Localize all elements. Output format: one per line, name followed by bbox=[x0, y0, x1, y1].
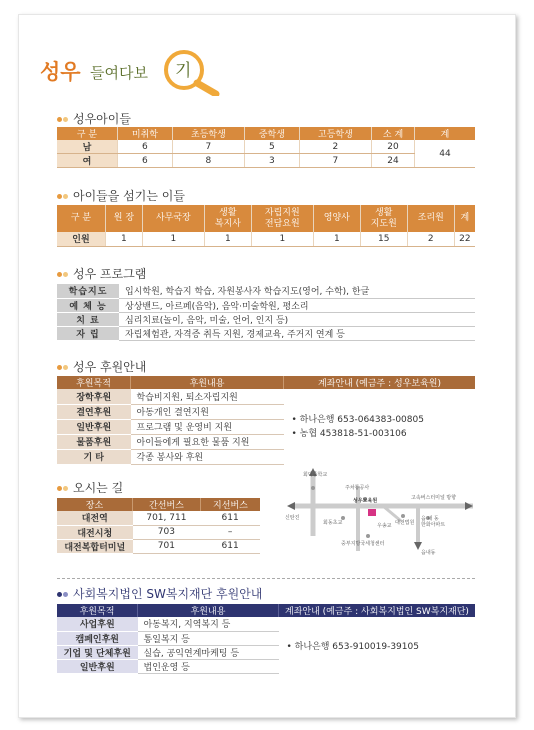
staff-table: 구 분 원 장 사무국장 생활 복지사 자립지원 전담요원 영양사 생활 지도원 조리원 계 인원 1 1 1 1 1 15 2 22 bbox=[57, 205, 475, 247]
table-row: 대전역 701, 711 611 bbox=[57, 511, 260, 525]
table-row: 인원 1 1 1 1 1 15 2 22 bbox=[57, 232, 475, 246]
support-accounts: • 하나은행 653-064383-00805 • 농협 453818-51-003106 bbox=[291, 414, 424, 439]
children-header: 중학생 bbox=[245, 127, 300, 140]
directions-table: 장소 간선버스 지선버스 대전역 701, 711 611 대전시청 703 – 대전복합터미널 701 611 bbox=[57, 498, 260, 554]
table-row: 남 6 7 5 2 20 44 bbox=[57, 140, 475, 154]
title-part2: 들여다보 bbox=[90, 64, 148, 82]
children-header: 미취학 bbox=[118, 127, 173, 140]
table-row: 사업후원 아동복지, 지역복지 등 • 하나은행 653-910019-39105 bbox=[57, 617, 475, 631]
table-row: 여 6 8 3 7 24 bbox=[57, 154, 475, 168]
table-row: 캠페인후원 통일복지 등 bbox=[57, 631, 475, 645]
table-row: 장학후원 학습비지원, 퇴소자립지원 • 하나은행 653-064383-00805 • 농협 453818-51-003106 bbox=[57, 389, 475, 404]
children-header: 구 분 bbox=[57, 127, 118, 140]
children-header: 초등학생 bbox=[172, 127, 244, 140]
table-row: 자 립 자립체험관, 자격증 취득 지원, 경제교육, 주거지 연계 등 bbox=[57, 326, 475, 340]
children-header: 고등학생 bbox=[299, 127, 371, 140]
map-label: 우송교 bbox=[377, 523, 392, 529]
children-table bbox=[57, 127, 475, 168]
table-row: 치 료 심리치료(놀이, 음악, 미술, 언어, 인지 등) bbox=[57, 312, 475, 326]
divider bbox=[57, 578, 475, 579]
section-heading-programs: 성우 프로그램 bbox=[57, 265, 146, 282]
title-part3: 기 bbox=[175, 61, 192, 81]
section-heading-sw: 사회복지법인 SW복지재단 후원안내 bbox=[57, 585, 262, 602]
magnifier-icon bbox=[158, 48, 228, 96]
map-label: 중부지방국세청센터 bbox=[341, 541, 385, 547]
sw-account: • 하나은행 653-910019-39105 bbox=[286, 641, 419, 652]
table-row: 대전시청 703 – bbox=[57, 525, 260, 539]
section-heading-staff: 아이들을 섬기는 이들 bbox=[57, 187, 185, 204]
section-heading-support: 성우 후원안내 bbox=[57, 358, 146, 375]
table-row: 물품후원 아이들에게 필요한 물품 지원 bbox=[57, 434, 475, 449]
children-header: 소 계 bbox=[372, 127, 415, 140]
children-header: 계 bbox=[415, 127, 476, 140]
map-label: 읍내동 bbox=[421, 550, 436, 556]
section-heading-children: 성우아이들 bbox=[57, 110, 131, 127]
table-row: 기업 및 단체후원 실습, 공익연계마케팅 등 bbox=[57, 645, 475, 659]
map-label: 회동초교 bbox=[323, 520, 343, 526]
children-total: 44 bbox=[415, 140, 476, 168]
table-row: 기 타 각종 봉사와 후원 bbox=[57, 449, 475, 464]
sw-table: 후원목적 후원내용 계좌안내 (예금주 : 사회복지법인 SW복지재단) 사업후원 아동복지, 지역복지 등 • 하나은행 653-910019-39105 캠페인후원 통일복지 등 기업 및 단체후원 실습, 공익연계마케팅 등 일반후원 법인운영 등 bbox=[57, 604, 475, 674]
table-row: 학습지도 입시학원, 학습지 학습, 자원봉사자 학습지도(영어, 수학), 한글 bbox=[57, 284, 475, 298]
section-heading-directions: 오시는 길 bbox=[57, 479, 123, 496]
location-map bbox=[283, 466, 476, 566]
title-part1: 성우 bbox=[40, 60, 81, 84]
table-row: 예 체 능 상상밴드, 아르페(음악), 음악·미술학원, 평소리 bbox=[57, 298, 475, 312]
table-row: 결연후원 아동개인 결연지원 bbox=[57, 404, 475, 419]
map-label: 회덕중학교 bbox=[303, 472, 328, 478]
map-label: 주차통공사 bbox=[345, 485, 370, 491]
table-row: 대전복합터미널 701 611 bbox=[57, 539, 260, 553]
map-label: 읍 내 동 한화아파트 bbox=[421, 516, 446, 528]
programs-table bbox=[57, 284, 475, 341]
map-label: 대전법원 bbox=[395, 520, 415, 526]
map-label: 신탄진 bbox=[285, 515, 300, 521]
support-table: 후원목적 후원내용 계좌안내 (예금주 : 성우보육원) 장학후원 학습비지원, 퇴소자립지원 • 하나은행 653-064383-00805 • 농협 453818-51-003106 결연후원 아동개인 결연지원 일반후원 프로그램 및 운영비 지원 물품후원 아이들에게 필요한 물품 지원 기 타 각종 봉사와 후원 bbox=[57, 376, 475, 465]
map-label: 고속버스터미널 방향 bbox=[411, 495, 457, 501]
table-row: 일반후원 프로그램 및 운영비 지원 bbox=[57, 419, 475, 434]
map-label: 성우보육원 bbox=[353, 498, 378, 504]
table-row: 일반후원 법인운영 등 bbox=[57, 659, 475, 673]
